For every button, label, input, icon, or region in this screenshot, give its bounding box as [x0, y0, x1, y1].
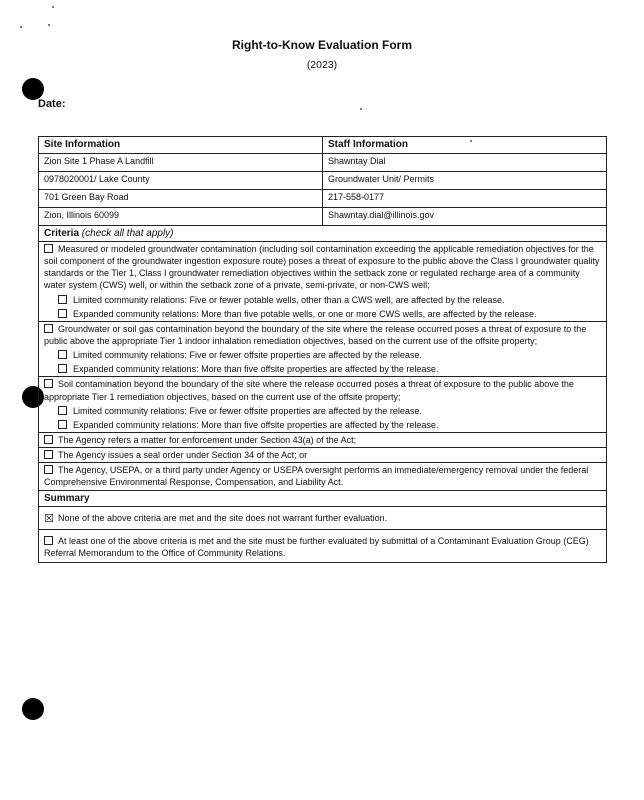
- criterion-sub: [44, 363, 601, 375]
- criterion-sub: [44, 349, 601, 361]
- criterion-5-text: The Agency issues a seal order under Section 34 of the Act; or: [58, 450, 308, 461]
- criterion-3-checkbox[interactable]: [44, 379, 53, 388]
- scan-speck: [360, 108, 362, 110]
- criteria-row: [39, 448, 607, 463]
- summary-row: [39, 530, 607, 563]
- criterion-6-checkbox[interactable]: [44, 465, 53, 474]
- staff-phone: 217-558-0177: [323, 189, 607, 207]
- criterion-1a-text: Limited community relations: Five or fewer potable wells, other than a CWS well, are affected by the release.: [73, 294, 505, 305]
- criterion-6-text: The Agency, USEPA, or a third party under Agency or USEPA oversight performs an immediate/emergency removal under the federal Comprehensive Environmental Response, Compensation, and Liability Act.: [44, 465, 589, 488]
- criterion-1: [39, 242, 607, 322]
- site-name: Zion Site 1 Phase A Landfill: [39, 153, 323, 171]
- binder-hole-bottom: [22, 698, 44, 720]
- summary-option-2-text: At least one of the above criteria is met and the site must be further evaluated by submittal of a Contaminant Evaluation Group (CEG) Referral Memorandum to the Office of Community Relations.: [44, 536, 589, 559]
- summary-heading: Summary: [39, 490, 607, 507]
- info-header-row: [39, 137, 607, 154]
- criterion-sub: [44, 308, 601, 320]
- binder-hole-top: [22, 78, 44, 100]
- staff-name: Shawntay Dial: [323, 153, 607, 171]
- staff-email: Shawntay.dial@illinois.gov: [323, 207, 607, 225]
- form-year: (2023): [306, 59, 338, 71]
- criterion-main: [44, 378, 601, 402]
- criterion-3a-text: Limited community relations: Five or fewer offsite properties are affected by the release.: [73, 405, 422, 416]
- criterion-sub: [44, 405, 601, 417]
- criterion-4-checkbox[interactable]: [44, 435, 53, 444]
- staff-unit: Groundwater Unit/ Permits: [323, 171, 607, 189]
- criterion-1a-checkbox[interactable]: [58, 295, 67, 304]
- criterion-3b-text: Expanded community relations: More than five offsite properties are affected by the release.: [73, 419, 439, 430]
- criterion-4-text: The Agency refers a matter for enforcement under Section 43(a) of the Act;: [58, 434, 357, 445]
- date-label: Date:: [38, 98, 66, 110]
- criterion-2b-text: Expanded community relations: More than five offsite properties are affected by the release.: [73, 364, 439, 375]
- site-info-heading: Site Information: [39, 137, 323, 154]
- summary-header-row: [39, 490, 607, 507]
- staff-info-heading: Staff Information: [323, 137, 607, 154]
- criteria-row: [39, 242, 607, 322]
- info-row: [39, 189, 607, 207]
- criterion-1-text: Measured or modeled groundwater contamination (including soil contamination exceeding the applicable remediation objectives for the soil component of the groundwater ingestion exposure route) poses a threat of exposure to the public above the Class I groundwater quality standards or the Tier 1, Class I groundwater remediation objectives within the setback zone or regulated recharge area of a community water system (CWS) well, or within the setback zone of a private, semi-private, or non-CWS well;: [44, 244, 600, 291]
- criterion-1b-checkbox[interactable]: [58, 309, 67, 318]
- criteria-row: [39, 463, 607, 490]
- criterion-2b-checkbox[interactable]: [58, 364, 67, 373]
- criteria-row: [39, 321, 607, 377]
- criterion-5-checkbox[interactable]: [44, 450, 53, 459]
- criterion-6: [39, 463, 607, 490]
- criterion-3b-checkbox[interactable]: [58, 420, 67, 429]
- summary-option-2: [39, 530, 607, 563]
- criterion-2-checkbox[interactable]: [44, 324, 53, 333]
- criterion-sub: [44, 419, 601, 431]
- criteria-header-row: [39, 225, 607, 242]
- criterion-3-text: Soil contamination beyond the boundary of the site where the release occurred poses a threat of exposure to the public above the appropriate Tier 1 remediation objectives, based on the current use of the offsite property;: [44, 379, 574, 402]
- site-city: Zion, Illinois 60099: [39, 207, 323, 225]
- criteria-note: (check all that apply): [81, 227, 174, 239]
- site-id-county: 0978020001/ Lake County: [39, 171, 323, 189]
- criterion-main: [44, 323, 601, 347]
- criterion-2a-text: Limited community relations: Five or fewer offsite properties are affected by the release.: [73, 350, 422, 361]
- criterion-main: [44, 243, 601, 292]
- criterion-2-text: Groundwater or soil gas contamination beyond the boundary of the site where the release occurred poses a threat of exposure to the public above the appropriate Tier 1 indoor inhalation remediation objectives, based on the current use of the offsite property;: [44, 323, 587, 346]
- form-title: Right-to-Know Evaluation Form: [232, 38, 412, 52]
- criterion-2a-checkbox[interactable]: [58, 350, 67, 359]
- scan-speck: [52, 6, 54, 8]
- summary-row: [39, 507, 607, 530]
- evaluation-table: [38, 136, 607, 563]
- criteria-row: [39, 377, 607, 433]
- criterion-3: [39, 377, 607, 433]
- site-address: 701 Green Bay Road: [39, 189, 323, 207]
- info-row: [39, 153, 607, 171]
- criteria-heading-label: Criteria: [44, 227, 80, 239]
- criterion-5: [39, 448, 607, 463]
- scan-speck: [48, 24, 50, 26]
- scan-speck: [20, 26, 22, 28]
- criteria-row: [39, 432, 607, 447]
- criterion-1b-text: Expanded community relations: More than five potable wells, or one or more CWS wells, are affected by the release.: [73, 308, 537, 319]
- summary-option-2-checkbox[interactable]: [44, 536, 53, 545]
- info-row: [39, 207, 607, 225]
- criteria-heading: [39, 225, 607, 242]
- summary-option-1-checkbox[interactable]: ☒: [44, 513, 54, 526]
- criterion-4: [39, 432, 607, 447]
- criterion-sub: [44, 294, 601, 306]
- info-row: [39, 171, 607, 189]
- criterion-1-checkbox[interactable]: [44, 244, 53, 253]
- criterion-2: [39, 321, 607, 377]
- criterion-3a-checkbox[interactable]: [58, 406, 67, 415]
- summary-option-1-text: None of the above criteria are met and the site does not warrant further evaluation.: [58, 513, 388, 524]
- summary-option-1: [39, 507, 607, 530]
